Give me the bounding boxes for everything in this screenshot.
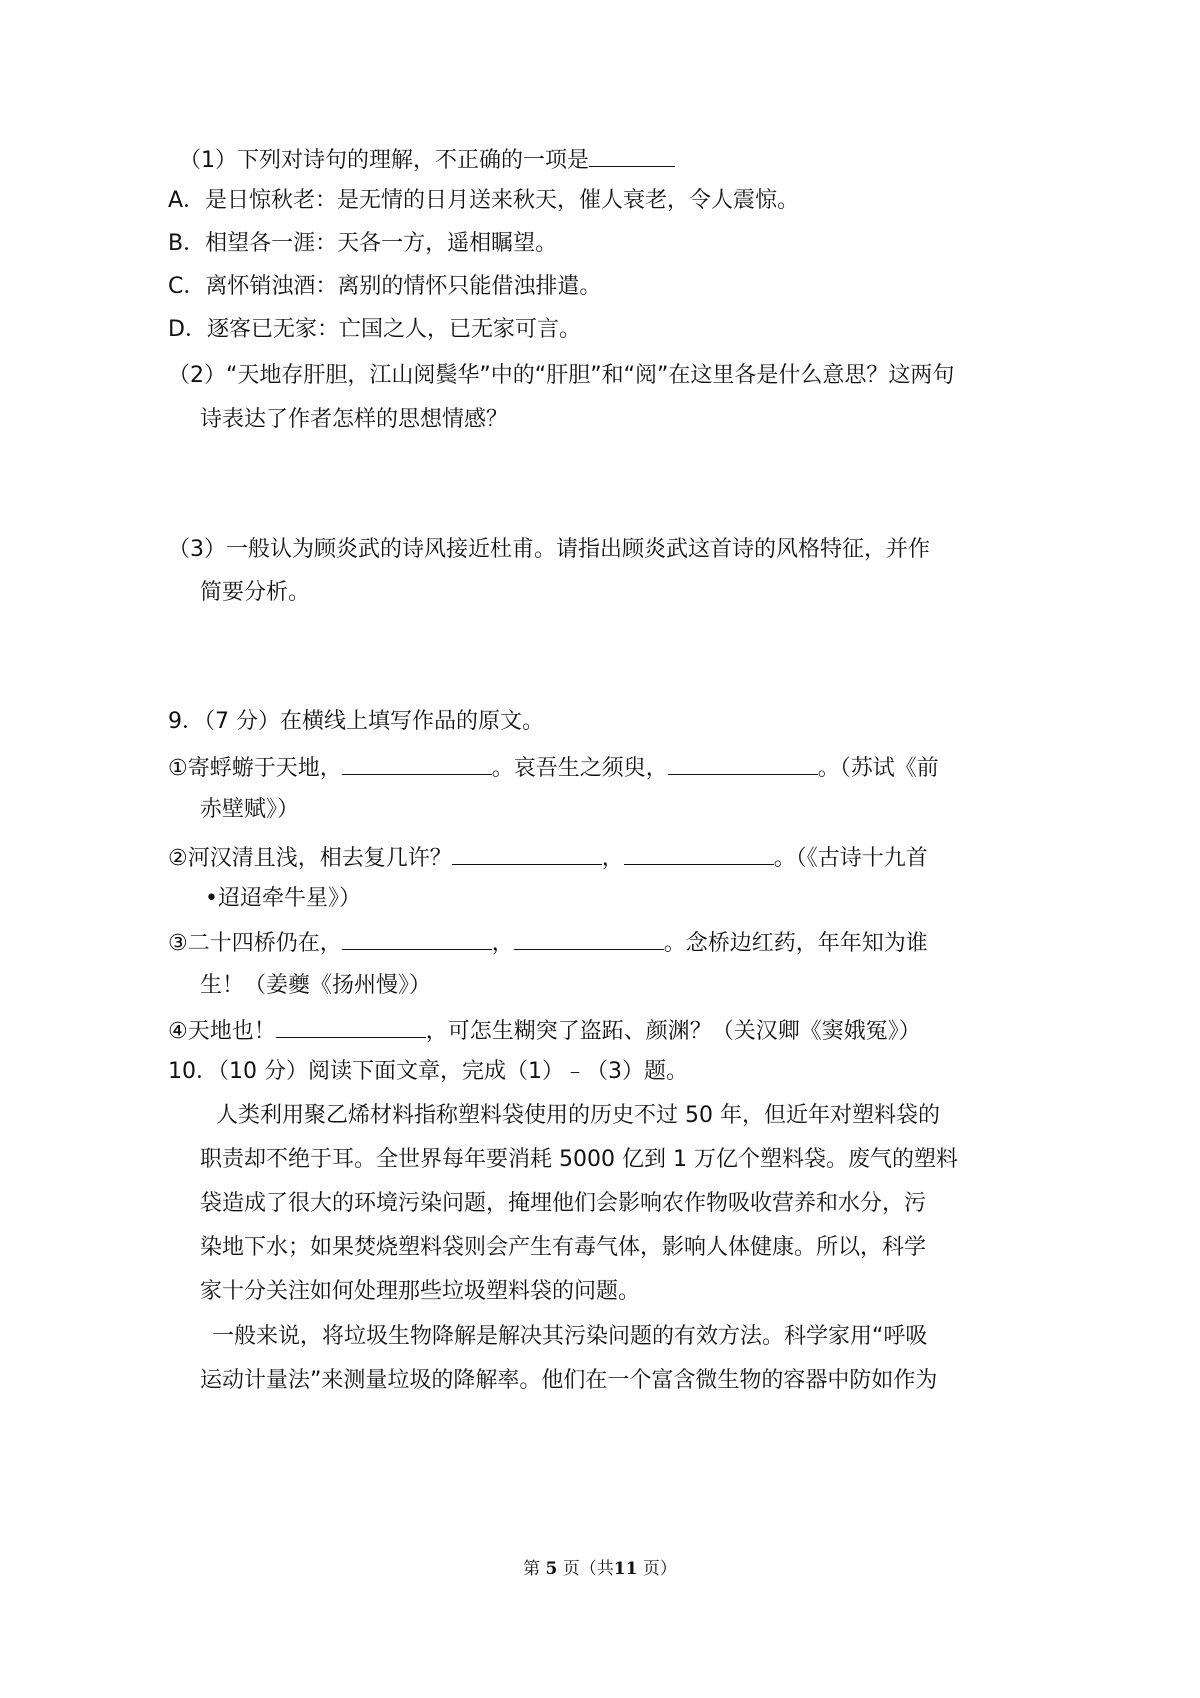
q9-item3-part-c: 。念桥边红药，年年知为谁 <box>663 931 928 956</box>
option-b: B．相望各一涯：天各一方，遥相瞩望。 <box>168 231 558 256</box>
q9-item3-part-b: ， <box>491 931 514 956</box>
answer-blank <box>589 144 675 167</box>
q9-item3-part-a: ③二十四桥仍在， <box>168 931 342 956</box>
q9-item1-part-b: 。哀吾生之须臾， <box>491 756 668 781</box>
footer-suffix: 页） <box>642 1559 677 1579</box>
q10-para2-line1: 一般来说，将垃圾生物降解是解决其污染问题的有效方法。科学家用“呼吸 <box>212 1324 928 1349</box>
q10-para2-line2: 运动计量法”来测量垃圾的降解率。他们在一个富含微生物的容器中防如作为 <box>200 1368 938 1393</box>
option-c: C．离怀销浊酒：离别的情怀只能借浊排遣。 <box>168 274 602 299</box>
answer-blank <box>342 927 492 950</box>
q9-item2-cont: •迢迢牵牛星》） <box>205 886 361 911</box>
q9-item4 <box>168 1015 921 1047</box>
q8-sub2-line1: （2）“天地存肝胆，江山阅鬓华”中的“肝胆”和“阅”在这里各是什么意思？这两句 <box>168 363 955 388</box>
q10-para1-line1: 人类利用聚乙烯材料指称塑料袋使用的历史不过 50 年，但近年对塑料袋的 <box>216 1103 940 1128</box>
q9-item1-part-a: ①寄蜉蝣于天地， <box>168 756 342 781</box>
q8-sub2-line2: 诗表达了作者怎样的思想情感？ <box>200 407 509 432</box>
q9-item1-cont: 赤壁赋》） <box>200 797 300 822</box>
answer-blank <box>514 927 664 950</box>
q10-para1-line4: 染地下水；如果焚烧塑料袋则会产生有毒气体，影响人体健康。所以，科学 <box>200 1235 927 1260</box>
page-number: 5 <box>545 1559 558 1579</box>
q8-sub1-prompt <box>179 144 675 176</box>
q9-item2-part-a: ②河汉清且浅，相去复几许？ <box>168 846 452 871</box>
q9-item2-part-b: ， <box>601 846 624 871</box>
answer-blank <box>668 752 818 775</box>
q10-para1-line5: 家十分关注如何处理那些垃圾塑料袋的问题。 <box>200 1279 641 1304</box>
option-d: D．逐客已无家：亡国之人，已无家可言。 <box>168 317 581 342</box>
q9-item2 <box>168 842 928 874</box>
q9-item1 <box>168 752 939 784</box>
q9-item2-part-c: 。（《古诗十九首 <box>773 846 928 871</box>
q10-para1-line3: 袋造成了很大的环境污染问题，掩埋他们会影响农作物吸收营养和水分，污 <box>200 1191 927 1216</box>
q8-sub3-line2: 简要分析。 <box>200 580 311 605</box>
q9-item3 <box>168 927 928 959</box>
total-pages: 11 <box>613 1559 638 1579</box>
footer-prefix: 第 <box>523 1559 541 1579</box>
q9-item4-part-b: ，可怎生糊突了盗跖、颜渊？（关汉卿《窦娥冤》） <box>425 1019 921 1044</box>
footer-middle: 页（共 <box>562 1559 614 1579</box>
q9-item3-cont: 生！（姜夔《扬州慢》） <box>200 973 432 998</box>
q8-sub3-line1: （3）一般认为顾炎武的诗风接近杜甫。请指出顾炎武这首诗的风格特征，并作 <box>168 537 930 562</box>
answer-blank <box>452 842 602 865</box>
q9-item1-part-c: 。（苏试《前 <box>817 756 939 781</box>
answer-blank <box>624 842 774 865</box>
page-footer <box>0 1557 1200 1581</box>
q9-item4-part-a: ④天地也！ <box>168 1019 276 1044</box>
q8-sub1-prompt-text: （1）下列对诗句的理解，不正确的一项是 <box>179 148 589 173</box>
q9-header: 9．（7 分）在横线上填写作品的原文。 <box>168 709 544 734</box>
q10-para1-line2: 职责却不绝于耳。全世界每年要消耗 5000 亿到 1 万亿个塑料袋。废气的塑料 <box>200 1147 958 1172</box>
answer-blank <box>276 1015 426 1038</box>
answer-blank <box>342 752 492 775</box>
q10-header: 10．（10 分）阅读下面文章，完成（1）﹣（3）题。 <box>168 1059 688 1084</box>
option-a: A．是日惊秋老：是无情的日月送来秋天，催人衰老，令人震惊。 <box>168 188 800 213</box>
